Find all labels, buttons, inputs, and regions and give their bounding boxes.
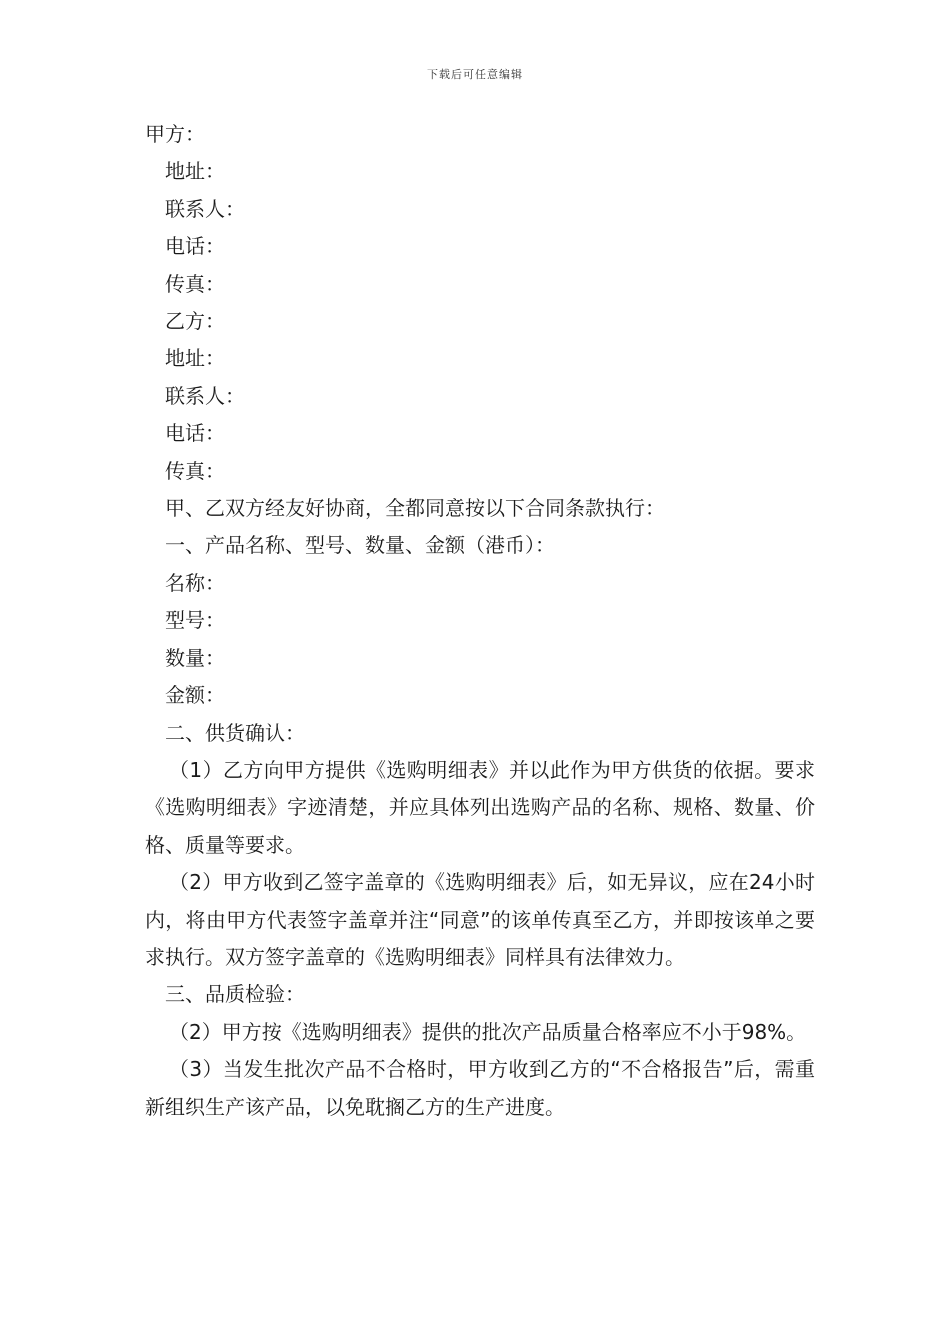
party-a-contact: 联系人：: [165, 196, 245, 221]
page-header-note: 下载后可任意编辑: [427, 68, 523, 81]
product-name-field: 名称：: [165, 570, 225, 595]
party-b-fax: 传真：: [165, 458, 225, 483]
contract-body: [145, 116, 815, 1126]
product-quantity-field: 数量：: [165, 645, 225, 670]
product-amount-field: 金额：: [165, 683, 225, 708]
party-b-phone: 电话：: [165, 421, 225, 446]
intro-sentence: 甲、乙双方经友好协商，全都同意按以下合同条款执行：: [165, 496, 665, 521]
section2-heading: 二、供货确认：: [165, 720, 305, 745]
party-a-phone: 电话：: [165, 234, 225, 259]
product-model-field: 型号：: [165, 608, 225, 633]
party-b-contact: 联系人：: [165, 383, 245, 408]
party-a-label: 甲方：: [145, 122, 205, 146]
section3-clause-2: （2）甲方按《选购明细表》提供的批次产品质量合格率应不小于98%。: [169, 1019, 807, 1044]
party-b-address: 地址：: [165, 346, 225, 371]
party-a-fax: 传真：: [165, 271, 225, 296]
section1-heading: 一、产品名称、型号、数量、金额（港币）：: [165, 533, 555, 558]
section3-heading: 三、品质检验：: [165, 982, 305, 1007]
section2-clause-2: （2）甲方收到乙签字盖章的《选购明细表》后，如无异议，应在24小时内，将由甲方代表签字盖章并注“同意”的该单传真至乙方，并即按该单之要求执行。双方签字盖章的《选购明细表》同样具有法律效力。: [145, 870, 815, 969]
party-b-label: 乙方：: [165, 309, 225, 334]
section3-clause-3: （3）当发生批次产品不合格时，甲方收到乙方的“不合格报告”后，需重新组织生产该产品，以免耽搁乙方的生产进度。: [145, 1057, 815, 1119]
section2-clause-1: （1）乙方向甲方提供《选购明细表》并以此作为甲方供货的依据。要求《选购明细表》字迹清楚，并应具体列出选购产品的名称、规格、数量、价格、质量等要求。: [145, 757, 815, 857]
party-a-address: 地址：: [165, 159, 225, 184]
